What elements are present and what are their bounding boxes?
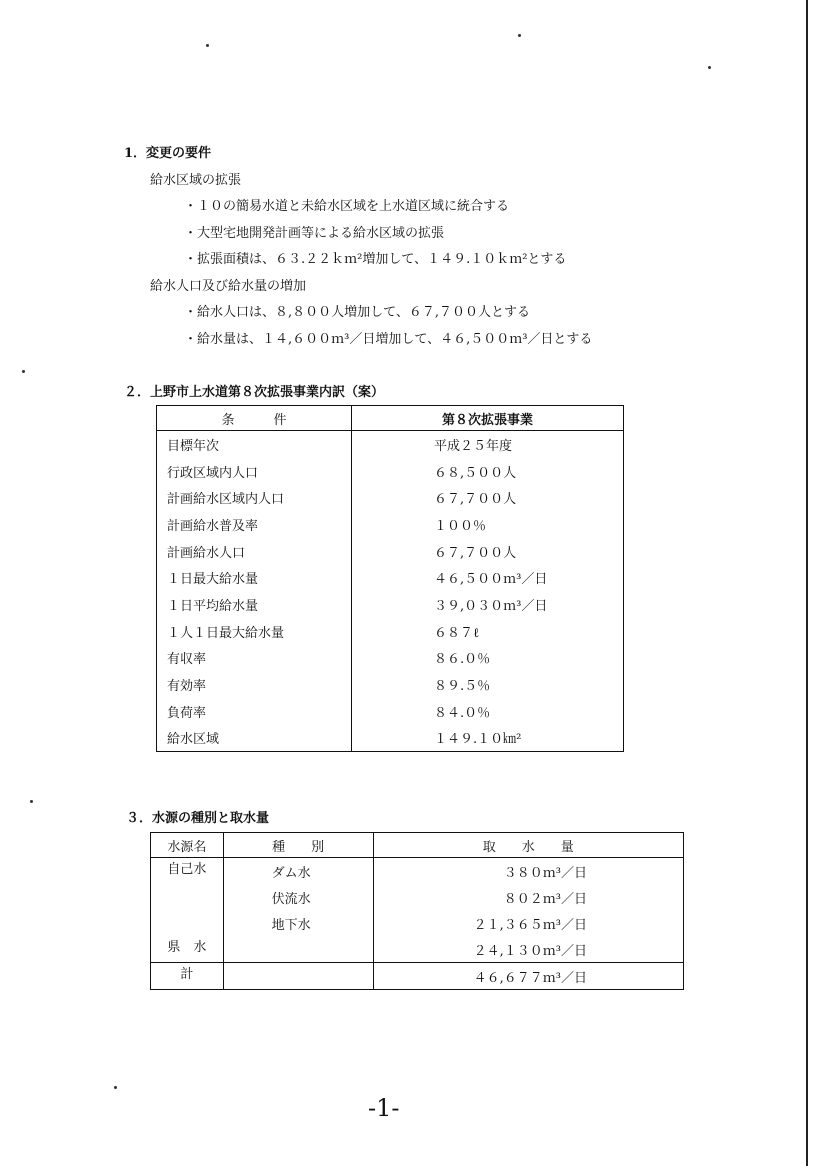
section1-item: ・大型宅地開発計画等による給水区域の拡張 [184, 226, 445, 241]
table-row [157, 618, 624, 645]
table-row [157, 458, 624, 485]
amount-cell: ２４,１３０ｍ³／日 [373, 936, 683, 963]
section1-item: ・給水人口は、８,８００人増加して、６７,７００人とする [184, 305, 531, 320]
row-label: 有効率 [157, 671, 352, 698]
scan-speck [708, 66, 711, 69]
scan-speck [114, 1086, 117, 1089]
table-row [157, 698, 624, 725]
table-row [157, 564, 624, 591]
table-row [157, 645, 624, 672]
scan-speck [22, 370, 25, 373]
row-value: ６７,７００人 [434, 545, 517, 561]
table-row [157, 538, 624, 565]
page-edge-line [806, 0, 808, 1166]
row-label: 負荷率 [157, 698, 352, 725]
water-source-table [150, 832, 684, 990]
table-row [151, 884, 684, 910]
section1-item: ・拡張面積は、６３.２２ｋｍ²増加して、１４９.１０ｋｍ²とする [184, 252, 567, 267]
row-label: 計画給水区域内人口 [157, 484, 352, 511]
section1-sub1: 給水区域の拡張 [150, 173, 242, 188]
row-label: 給水区域 [157, 725, 352, 752]
row-label: １日平均給水量 [157, 591, 352, 618]
column-header-plan: 第８次拡張事業 [352, 406, 624, 431]
section1-heading: 1．変更の要件 [124, 146, 212, 161]
section1-item: ・１０の簡易水道と未給水区域を上水道区域に統合する [184, 199, 510, 214]
amount-cell: ３８０ｍ³／日 [373, 858, 683, 885]
source-cell: 自己水 [151, 858, 224, 885]
type-cell: ダム水 [223, 858, 373, 885]
table-row [157, 671, 624, 698]
column-header-type: 種 別 [223, 833, 373, 858]
table-row [157, 725, 624, 752]
row-value: １４９.１０㎞² [434, 732, 522, 748]
row-value: ６８７ℓ [434, 625, 480, 641]
page-number: -1- [368, 1094, 400, 1122]
row-label: １人１日最大給水量 [157, 618, 352, 645]
table-row [157, 511, 624, 538]
row-label: 有収率 [157, 645, 352, 672]
source-cell: 県 水 [151, 936, 224, 963]
section3-heading: ３．水源の種別と取水量 [126, 811, 270, 826]
row-label: 計画給水人口 [157, 538, 352, 565]
amount-cell: ２１,３６５ｍ³／日 [373, 910, 683, 936]
row-value: ８９.５％ [434, 679, 491, 695]
column-header-source: 水源名 [151, 833, 224, 858]
amount-cell: ８０２ｍ³／日 [373, 884, 683, 910]
table-row [157, 431, 624, 458]
table-row [151, 858, 684, 885]
table-header-row [151, 833, 684, 858]
total-amount: ４６,６７７ｍ³／日 [373, 963, 683, 990]
row-value: ８６.０％ [434, 652, 491, 668]
type-cell: 伏流水 [223, 884, 373, 910]
table-total-row [151, 963, 684, 990]
source-cell [151, 910, 224, 936]
table-row [157, 591, 624, 618]
table-header-row [157, 406, 624, 431]
section1-item: ・給水量は、１４,６００ｍ³／日増加して、４６,５００ｍ³／日とする [184, 332, 593, 347]
row-value: ４６,５００ｍ³／日 [434, 572, 548, 588]
table-row [157, 484, 624, 511]
column-header-condition: 条 件 [157, 406, 352, 431]
section1-sub2: 給水人口及び給水量の増加 [150, 279, 307, 294]
row-value: ６７,７００人 [434, 492, 517, 508]
scan-speck [206, 44, 209, 47]
row-value: 平成２５年度 [434, 438, 513, 454]
row-value: ３９,０３０ｍ³／日 [434, 598, 548, 614]
row-value: ６８,５００人 [434, 465, 517, 481]
source-cell [151, 884, 224, 910]
row-label: 行政区域内人口 [157, 458, 352, 485]
row-value: ８４.０％ [434, 705, 491, 721]
scan-speck [30, 800, 33, 803]
type-cell: 地下水 [223, 910, 373, 936]
total-label: 計 [151, 963, 224, 990]
section2-heading: ２．上野市上水道第８次拡張事業内訳（案） [124, 385, 385, 400]
row-label: 目標年次 [157, 431, 352, 458]
table-row [151, 910, 684, 936]
expansion-plan-table [156, 405, 624, 752]
row-label: １日最大給水量 [157, 564, 352, 591]
row-value: １００％ [434, 518, 487, 534]
total-type-cell [223, 963, 373, 990]
type-cell [223, 936, 373, 963]
column-header-amount: 取 水 量 [373, 833, 683, 858]
table-row [151, 936, 684, 963]
row-label: 計画給水普及率 [157, 511, 352, 538]
scan-speck [518, 34, 521, 37]
